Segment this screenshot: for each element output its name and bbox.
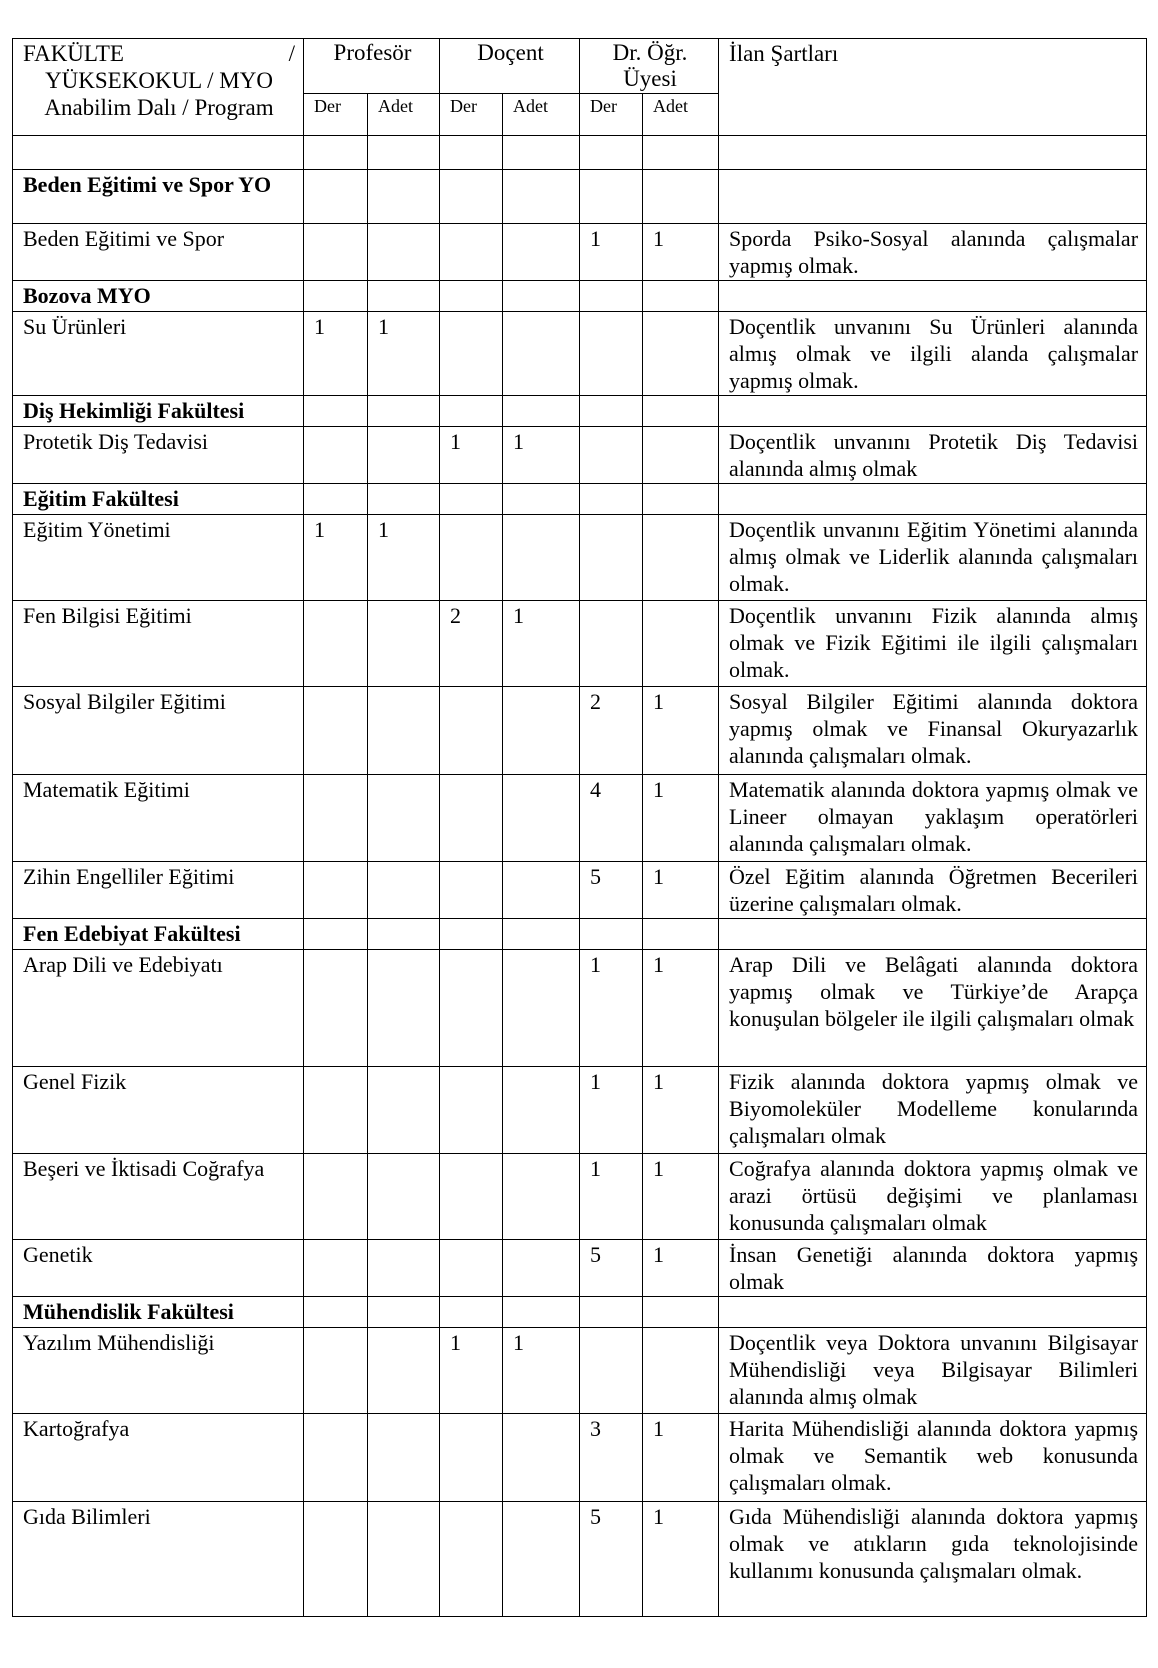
- faculty-header: [13, 39, 304, 136]
- prof-adet-cell: [368, 862, 440, 919]
- ilan-sartlari-header: İlan Şartları: [719, 39, 1147, 136]
- requirement-text: Harita Mühendisliği alanında doktora yapmış olmak ve Semantik web konusunda çalışmaları olmak.: [719, 1414, 1147, 1502]
- table-body: [13, 136, 1147, 1617]
- table-row: [13, 775, 1147, 862]
- doc-adet-cell: [503, 950, 580, 1067]
- empty-cell: [719, 1297, 1147, 1328]
- empty-cell: [643, 170, 719, 224]
- prof-der-cell: [304, 601, 368, 687]
- program-name: Gıda Bilimleri: [13, 1502, 304, 1617]
- dr-adet-cell: [643, 601, 719, 687]
- empty-cell: [440, 1297, 503, 1328]
- empty-cell: [580, 484, 643, 515]
- requirement-text: Doçentlik veya Doktora unvanını Bilgisayar Mühendisliği veya Bilgisayar Bilimleri alanında almış olmak: [719, 1328, 1147, 1414]
- table-row: [13, 1328, 1147, 1414]
- doc-adet-cell: [503, 775, 580, 862]
- doc-adet-cell: [503, 862, 580, 919]
- table-row: [13, 224, 1147, 281]
- doc-der-cell: [440, 224, 503, 281]
- empty-cell: [304, 484, 368, 515]
- table-row: [13, 1502, 1147, 1617]
- empty-cell: [643, 1297, 719, 1328]
- table-row: [13, 1240, 1147, 1297]
- doc-adet-cell: 1: [503, 427, 580, 484]
- section-name: Bozova MYO: [13, 281, 304, 312]
- prof-der-cell: [304, 1414, 368, 1502]
- dr-der-cell: 1: [580, 1067, 643, 1154]
- table-row: [13, 515, 1147, 601]
- faculty-header-line3: Anabilim Dalı / Program: [44, 95, 274, 120]
- dr-adet-cell: [643, 515, 719, 601]
- doc-der-cell: [440, 1502, 503, 1617]
- table-row: [13, 687, 1147, 775]
- doc-der-cell: [440, 1240, 503, 1297]
- empty-cell: [503, 281, 580, 312]
- empty-cell: [440, 281, 503, 312]
- requirement-text: Doçentlik unvanını Su Ürünleri alanında almış olmak ve ilgili alanda çalışmalar yapmış olmak.: [719, 312, 1147, 396]
- docent-header: Doçent: [440, 39, 580, 94]
- prof-der-cell: [304, 1240, 368, 1297]
- section-row: [13, 170, 1147, 224]
- doc-der-cell: [440, 950, 503, 1067]
- prof-adet-cell: [368, 775, 440, 862]
- requirement-text: Doçentlik unvanını Eğitim Yönetimi alanında almış olmak ve Liderlik alanında çalışmaları olmak.: [719, 515, 1147, 601]
- table-row: [13, 862, 1147, 919]
- empty-cell: [719, 919, 1147, 950]
- doc-adet-cell: [503, 1502, 580, 1617]
- requirement-text: İnsan Genetiği alanında doktora yapmış olmak: [719, 1240, 1147, 1297]
- requirement-text: Coğrafya alanında doktora yapmış olmak ve arazi örtüsü değişimi ve planlaması konusunda çalışmaları olmak: [719, 1154, 1147, 1240]
- prof-der-cell: [304, 427, 368, 484]
- doc-adet-cell: [503, 687, 580, 775]
- doc-der-cell: [440, 775, 503, 862]
- section-name: Eğitim Fakültesi: [13, 484, 304, 515]
- table-row: [13, 601, 1147, 687]
- prof-der-cell: [304, 1502, 368, 1617]
- empty-cell: [580, 170, 643, 224]
- empty-cell: [643, 396, 719, 427]
- empty-cell: [304, 1297, 368, 1328]
- dr-der-cell: 1: [580, 224, 643, 281]
- prof-adet-cell: [368, 427, 440, 484]
- prof-adet-cell: [368, 1067, 440, 1154]
- prof-der-cell: [304, 862, 368, 919]
- doc-adet-cell: [503, 1154, 580, 1240]
- dr-der-cell: [580, 601, 643, 687]
- table-row: [13, 1154, 1147, 1240]
- prof-der-cell: [304, 224, 368, 281]
- empty-cell: [503, 396, 580, 427]
- prof-adet-cell: [368, 687, 440, 775]
- dr-der-cell: [580, 427, 643, 484]
- dr-adet-cell: 1: [643, 775, 719, 862]
- empty-cell: [304, 170, 368, 224]
- dr-adet-cell: [643, 1328, 719, 1414]
- empty-cell: [368, 281, 440, 312]
- requirement-text: Özel Eğitim alanında Öğretmen Becerileri üzerine çalışmaları olmak.: [719, 862, 1147, 919]
- empty-cell: [440, 484, 503, 515]
- empty-cell: [580, 396, 643, 427]
- section-row: [13, 396, 1147, 427]
- requirement-text: Doçentlik unvanını Fizik alanında almış olmak ve Fizik Eğitimi ile ilgili çalışmaları olmak.: [719, 601, 1147, 687]
- positions-table: [12, 38, 1147, 1617]
- dr-der-cell: 5: [580, 1502, 643, 1617]
- prof-der-cell: 1: [304, 312, 368, 396]
- empty-cell: [580, 136, 643, 170]
- doc-adet-cell: [503, 1067, 580, 1154]
- prof-adet-cell: [368, 1328, 440, 1414]
- dr-der-cell: [580, 1328, 643, 1414]
- dr-adet-cell: 1: [643, 687, 719, 775]
- doc-der-cell: 2: [440, 601, 503, 687]
- program-name: Zihin Engelliler Eğitimi: [13, 862, 304, 919]
- prof-adet-cell: [368, 950, 440, 1067]
- empty-cell: [304, 281, 368, 312]
- empty-cell: [368, 484, 440, 515]
- empty-cell: [643, 136, 719, 170]
- program-name: Eğitim Yönetimi: [13, 515, 304, 601]
- program-name: Protetik Diş Tedavisi: [13, 427, 304, 484]
- prof-adet-cell: [368, 1240, 440, 1297]
- empty-cell: [719, 170, 1147, 224]
- section-row: [13, 919, 1147, 950]
- dr-adet-cell: 1: [643, 950, 719, 1067]
- program-name: Su Ürünleri: [13, 312, 304, 396]
- table-header: [13, 39, 1147, 136]
- program-name: Kartoğrafya: [13, 1414, 304, 1502]
- empty-cell: [503, 919, 580, 950]
- program-name: Yazılım Mühendisliği: [13, 1328, 304, 1414]
- dr-der-cell: [580, 515, 643, 601]
- faculty-header-line1-left: FAKÜLTE: [23, 41, 124, 66]
- section-row: [13, 281, 1147, 312]
- empty-cell: [440, 396, 503, 427]
- section-name: Fen Edebiyat Fakültesi: [13, 919, 304, 950]
- empty-cell: [580, 281, 643, 312]
- section-name: Mühendislik Fakültesi: [13, 1297, 304, 1328]
- program-name: Beden Eğitimi ve Spor: [13, 224, 304, 281]
- doc-der-cell: [440, 687, 503, 775]
- section-name: Diş Hekimliği Fakültesi: [13, 396, 304, 427]
- empty-cell: [368, 396, 440, 427]
- program-name: Matematik Eğitimi: [13, 775, 304, 862]
- empty-cell: [503, 484, 580, 515]
- doc-adet-cell: 1: [503, 601, 580, 687]
- prof-adet-cell: [368, 1154, 440, 1240]
- dr-der-cell: 5: [580, 1240, 643, 1297]
- doc-der-cell: [440, 312, 503, 396]
- dr-adet-cell: 1: [643, 862, 719, 919]
- empty-cell: [580, 1297, 643, 1328]
- requirement-text: Doçentlik unvanını Protetik Diş Tedavisi alanında almış olmak: [719, 427, 1147, 484]
- prof-der-cell: [304, 950, 368, 1067]
- doc-der-cell: [440, 515, 503, 601]
- requirement-text: Sosyal Bilgiler Eğitimi alanında doktora yapmış olmak ve Finansal Okuryazarlık alanında çalışmaları olmak.: [719, 687, 1147, 775]
- prof-der-cell: [304, 1328, 368, 1414]
- doc-der-cell: [440, 1154, 503, 1240]
- doc-adet-cell: [503, 1414, 580, 1502]
- program-name: Sosyal Bilgiler Eğitimi: [13, 687, 304, 775]
- empty-cell: [580, 919, 643, 950]
- doc-adet-cell: [503, 312, 580, 396]
- empty-cell: [368, 170, 440, 224]
- requirement-text: Arap Dili ve Belâgati alanında doktora yapmış olmak ve Türkiye’de Arapça konuşulan bölgeler ile ilgili çalışmaları olmak: [719, 950, 1147, 1067]
- dr-adet-header: Adet: [643, 94, 719, 136]
- faculty-header-line2: YÜKSEKOKUL / MYO: [45, 68, 273, 93]
- dr-adet-cell: 1: [643, 224, 719, 281]
- doc-adet-cell: [503, 1240, 580, 1297]
- dr-der-header: Der: [580, 94, 643, 136]
- doc-adet-cell: [503, 224, 580, 281]
- dr-der-cell: 5: [580, 862, 643, 919]
- empty-cell: [719, 484, 1147, 515]
- prof-der-cell: [304, 687, 368, 775]
- prof-adet-header: Adet: [368, 94, 440, 136]
- empty-cell: [304, 919, 368, 950]
- empty-cell: [503, 1297, 580, 1328]
- doc-der-cell: [440, 1414, 503, 1502]
- table-row: [13, 427, 1147, 484]
- prof-adet-cell: [368, 601, 440, 687]
- program-name: Fen Bilgisi Eğitimi: [13, 601, 304, 687]
- empty-cell: [503, 136, 580, 170]
- dr-adet-cell: 1: [643, 1502, 719, 1617]
- empty-cell: [304, 396, 368, 427]
- dr-der-cell: 1: [580, 950, 643, 1067]
- prof-adet-cell: [368, 1502, 440, 1617]
- requirement-text: Sporda Psiko-Sosyal alanında çalışmalar yapmış olmak.: [719, 224, 1147, 281]
- doc-adet-cell: [503, 515, 580, 601]
- dr-der-cell: 3: [580, 1414, 643, 1502]
- dr-adet-cell: 1: [643, 1067, 719, 1154]
- program-name: Arap Dili ve Edebiyatı: [13, 950, 304, 1067]
- profesor-header: Profesör: [304, 39, 440, 94]
- dr-ogr-uyesi-header: Dr. Öğr. Üyesi: [580, 39, 719, 94]
- empty-cell: [719, 281, 1147, 312]
- empty-cell: [719, 396, 1147, 427]
- doc-der-cell: 1: [440, 1328, 503, 1414]
- doc-adet-header: Adet: [503, 94, 580, 136]
- dr-adet-cell: 1: [643, 1154, 719, 1240]
- empty-cell: [643, 484, 719, 515]
- empty-cell: [643, 281, 719, 312]
- prof-der-cell: [304, 1154, 368, 1240]
- empty-cell: [643, 919, 719, 950]
- doc-der-cell: [440, 1067, 503, 1154]
- dr-adet-cell: [643, 312, 719, 396]
- empty-cell: [440, 170, 503, 224]
- prof-adet-cell: 1: [368, 312, 440, 396]
- table-row: [13, 1067, 1147, 1154]
- prof-der-cell: [304, 775, 368, 862]
- requirement-text: Fizik alanında doktora yapmış olmak ve Biyomoleküler Modelleme konularında çalışmaları olmak: [719, 1067, 1147, 1154]
- dr-der-cell: 4: [580, 775, 643, 862]
- requirement-text: Gıda Mühendisliği alanında doktora yapmış olmak ve atıkların gıda teknolojisinde kullanımı konusunda çalışmaları olmak.: [719, 1502, 1147, 1617]
- doc-der-cell: 1: [440, 427, 503, 484]
- empty-cell: [13, 136, 304, 170]
- section-row: [13, 484, 1147, 515]
- empty-cell: [440, 919, 503, 950]
- blank-row: [13, 136, 1147, 170]
- program-name: Beşeri ve İktisadi Coğrafya: [13, 1154, 304, 1240]
- prof-adet-cell: 1: [368, 515, 440, 601]
- program-name: Genel Fizik: [13, 1067, 304, 1154]
- requirement-text: Matematik alanında doktora yapmış olmak ve Lineer olmayan yaklaşım operatörleri alanında çalışmaları olmak.: [719, 775, 1147, 862]
- program-name: Genetik: [13, 1240, 304, 1297]
- section-row: [13, 1297, 1147, 1328]
- dr-der-cell: 1: [580, 1154, 643, 1240]
- prof-der-cell: [304, 1067, 368, 1154]
- empty-cell: [368, 1297, 440, 1328]
- empty-cell: [719, 136, 1147, 170]
- prof-adet-cell: [368, 224, 440, 281]
- empty-cell: [304, 136, 368, 170]
- dr-adet-cell: 1: [643, 1240, 719, 1297]
- doc-adet-cell: 1: [503, 1328, 580, 1414]
- empty-cell: [368, 919, 440, 950]
- dr-der-cell: 2: [580, 687, 643, 775]
- table-row: [13, 312, 1147, 396]
- doc-der-cell: [440, 862, 503, 919]
- doc-der-header: Der: [440, 94, 503, 136]
- faculty-header-line1-right: /: [288, 41, 295, 66]
- empty-cell: [368, 136, 440, 170]
- dr-der-cell: [580, 312, 643, 396]
- prof-adet-cell: [368, 1414, 440, 1502]
- prof-der-cell: 1: [304, 515, 368, 601]
- section-name: Beden Eğitimi ve Spor YO: [13, 170, 304, 224]
- prof-der-header: Der: [304, 94, 368, 136]
- table-row: [13, 950, 1147, 1067]
- table-row: [13, 1414, 1147, 1502]
- empty-cell: [440, 136, 503, 170]
- empty-cell: [503, 170, 580, 224]
- dr-adet-cell: 1: [643, 1414, 719, 1502]
- dr-adet-cell: [643, 427, 719, 484]
